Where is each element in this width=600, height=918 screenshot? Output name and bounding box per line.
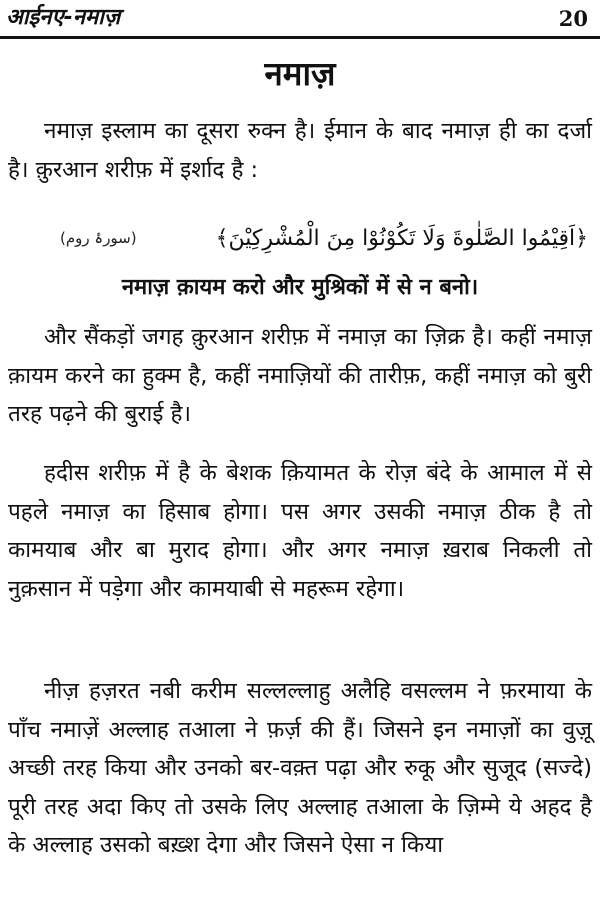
verse-translation: नमाज़ क़ायम करो और मुश्रिकों में से न बनो। [121,275,479,300]
quran-verse [60,218,588,258]
page-number: 20 [558,6,588,31]
page-header [0,0,600,39]
paragraph-quran-mentions: और सैंकड़ों जगह क़ुरआन शरीफ़ में नमाज़ का ज़िक्र है। कहीं नमाज़ क़ायम करने का हुक्म है, कहीं नमाज़ियों की तारीफ़, कहीं नमाज़ को बुरी तरह पढ़ने की बुराई है। [8,324,592,427]
paragraph-intro: नमाज़ इस्लाम का दूसरा रुक्न है। ईमान के बाद नमाज़ ही का दर्जा है। क़ुरआन शरीफ़ में इर्शाद है : [8,118,592,183]
verse-reference: (سورۂ روم) [60,229,137,247]
paragraph-hadith: हदीस शरीफ़ में है के बेशक क़ियामत के रोज़ बंदे के आमाल में से पहले नमाज़ का हिसाब होगा। पस अगर उसकी नमाज़ ठीक है तो कामयाब और बा मुराद होगा। और अगर नमाज़ ख़राब निकली तो नुक़सान में पड़ेगा और कामयाबी से महरूम रहेगा। [8,460,592,602]
verse-arabic-text: ﴿اَقِيْمُوا الصَّلٰوةَ وَلَا تَكُوْنُوْا مِنَ الْمُشْرِكِيْنَ﴾ [215,225,588,251]
paragraph-five-prayers: नीज़ हज़रत नबी करीम सल्लल्लाहु अलैहि वसल्लम ने फ़रमाया के पाँच नमाज़ें अल्लाह तआला ने फ़र्ज़ की हैं। जिसने इन नमाज़ों का वुज़ू अच्छी तरह किया और उनको बर-वक़्त पढ़ा और रुकू और सुजूद (सज्दे) पूरी तरह अदा किए तो उसके लिए अल्लाह तआला के ज़िम्मे ये अहद है के अल्लाह उसको बख़्श देगा और जिसने ऐसा न किया [8,678,592,858]
section-heading: नमाज़ [264,54,336,93]
book-title: आईनए-नमाज़ [6,5,121,30]
